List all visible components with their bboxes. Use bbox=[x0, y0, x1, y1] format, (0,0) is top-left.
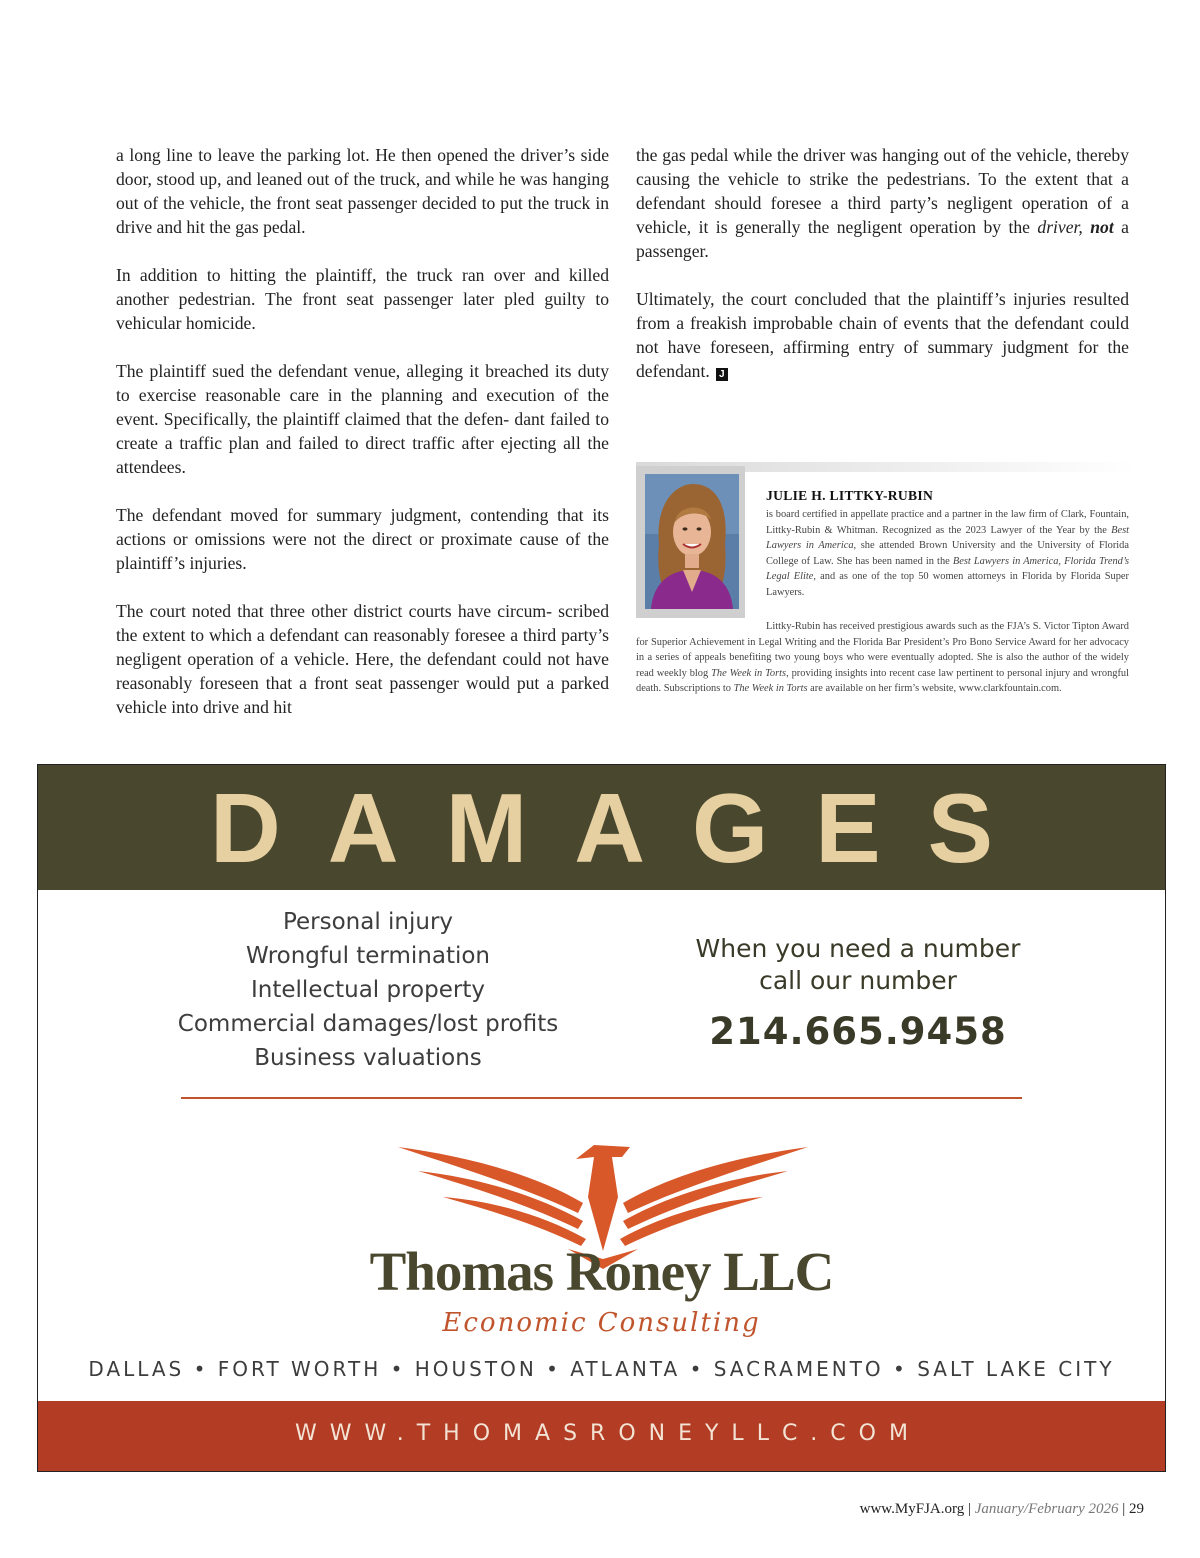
ad-service-item: Personal injury bbox=[282, 909, 454, 935]
article-paragraph: The court noted that three other district courts have circum- scribed the extent to which a defendant can reasonably foresee a third party’s negligent operation of a vehicle. Here, the defendant could not have reasonably foreseen that a front seat passenger would put a parked vehicle into drive and hit bbox=[116, 601, 609, 717]
author-name: JULIE H. LITTKY-RUBIN bbox=[766, 488, 934, 503]
page-footer: www.MyFJA.org | January/February 2026 | 29 bbox=[859, 1501, 1144, 1517]
ad-website-url[interactable]: WWW.THOMASRONEYLLC.COM bbox=[295, 1421, 921, 1446]
article-paragraph: the gas pedal while the driver was hanging out of the vehicle, thereby causing the vehicle to strike the pedestrians. To the extent that a defendant should foresee a third party’s negligent operation of a vehicle, it is generally the negligent operation by the driver, not a passenger. bbox=[636, 145, 1129, 261]
emphasis-not: not bbox=[1090, 217, 1114, 237]
article-paragraph: The plaintiff sued the defendant venue, alleging it breached its duty to exercise reasonable care in the planning and execution of the event. Specifically, the plaintiff claimed that the defen- dant failed to create a traffic plan and failed to direct traffic after ejecting all the attendees. bbox=[116, 361, 609, 477]
author-bio-paragraph: Littky-Rubin has received prestigious awards such as the FJA’s S. Victor Tipton Award for Superior Achievement in Legal Writing and the Florida Bar President’s Pro Bono Service Award for her advocacy in a series of appeals benefiting two young boys who were eventually adopted. She is also the author of the widely read weekly blog The Week in Torts, providing insights into recent case law pertinent to personal injury and wrongful death. Subscriptions to The Week in Torts are available on her firm’s website, www.clarkfountain.com. bbox=[636, 621, 1130, 695]
author-photo bbox=[645, 474, 739, 609]
ad-office-cities: DALLAS • FORT WORTH • HOUSTON • ATLANTA • SACRAMENTO • SALT LAKE CITY bbox=[88, 1357, 1115, 1381]
ad-service-item: Wrongful termination bbox=[245, 943, 491, 969]
author-bio-paragraph: is board certified in appellate practice and a partner in the law firm of Clark, Fountain, Littky-Rubin & Whitman. Recognized as the 2023 Lawyer of the Year by the Best Lawyers in America, she attended Brown University and the University of Florida College of Law. She has been named in the Best Lawyers in America, Florida Trend’s Legal Elite, and as one of the top 50 women attorneys in Florida by Florida Super Lawyers. bbox=[766, 509, 1129, 598]
author-bio bbox=[636, 462, 1129, 714]
thomas-roney-advertisement bbox=[37, 764, 1166, 1472]
article-left-column bbox=[116, 143, 609, 743]
ad-company-subtitle: Economic Consulting bbox=[442, 1308, 761, 1338]
article-paragraph: The defendant moved for summary judgment, contending that its actions or omissions were not the direct or proximate cause of the plaintiff’s injuries. bbox=[116, 505, 609, 573]
article-paragraph: In addition to hitting the plaintiff, the truck ran over and killed another pedestrian. The front seat passenger later pled guilty to vehicular homicide. bbox=[116, 265, 609, 333]
ad-phone-number: 214.665.9458 bbox=[709, 1010, 1007, 1053]
page-number: 29 bbox=[1129, 1501, 1144, 1517]
emphasis-driver: driver, bbox=[1037, 217, 1083, 237]
issue-date: January/February 2026 bbox=[974, 1501, 1119, 1517]
ad-header-band bbox=[38, 765, 1165, 890]
end-of-article-icon: J bbox=[716, 368, 728, 381]
author-portrait-image bbox=[645, 474, 739, 609]
ad-company-name: Thomas Roney LLC bbox=[369, 1241, 834, 1302]
author-photo-frame bbox=[636, 466, 745, 618]
ad-service-item: Intellectual property bbox=[251, 977, 485, 1003]
ad-service-item: Commercial damages/lost profits bbox=[177, 1011, 559, 1037]
article-paragraph: Ultimately, the court concluded that the plaintiff’s injuries resulted from a freakish improbable chain of events that the defendant could not have foreseen, affirming entry of summary judgment for the defendant. J bbox=[636, 289, 1129, 381]
ad-footer-band bbox=[38, 1401, 1165, 1471]
article-paragraph: a long line to leave the parking lot. He then opened the driver’s side door, stood up, and leaned out of the truck, and while he was hanging out of the vehicle, the front seat passenger decided to put the truck in drive and hit the gas pedal. bbox=[116, 145, 609, 237]
ad-tagline: When you need a number call our number bbox=[695, 934, 1021, 995]
ad-headline: DAMAGES bbox=[210, 773, 1040, 883]
site-link[interactable]: www.MyFJA.org bbox=[859, 1501, 965, 1517]
ad-service-item: Business valuations bbox=[254, 1045, 482, 1071]
ad-services-list bbox=[168, 905, 568, 1075]
ad-divider bbox=[181, 1097, 1022, 1099]
article-right-column bbox=[636, 143, 1129, 407]
